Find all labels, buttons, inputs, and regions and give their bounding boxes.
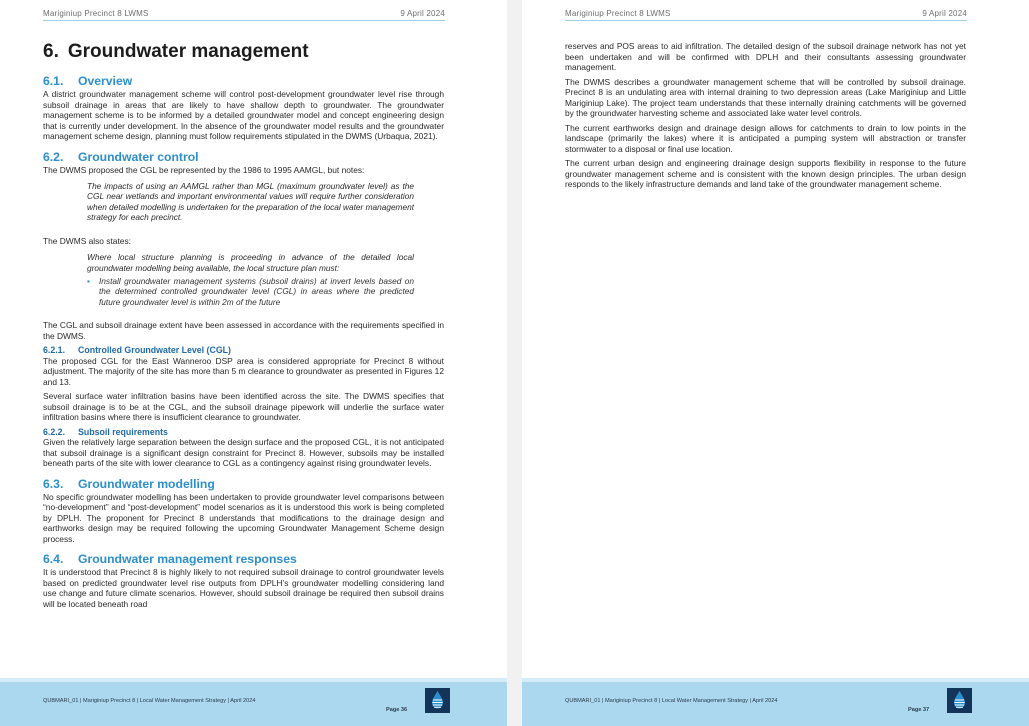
paragraph: The current earthworks design and drainage design allows for catchments to drain to low points in the landscape (primarily the lakes) where it is anticipated a pumping system will abstraction or transfer stormwater to a disposal or final use location. [565,122,966,154]
block-quote: Where local structure planning is proceeding in advance of the detailed local groundwater modelling being available, the local structure plan must: ▪ Install groundwater management systems (subsoil drains) at invert levels based on the determined controlled groundwater level (CGL) in areas where the predicted future groundwater level is within 2m of the future [87,252,414,307]
footer-text: QUBMARI_01 | Mariginiup Precinct 8 | Local Water Management Strategy | April 2024 [565,698,778,704]
paragraph: It is understood that Precinct 8 is highly likely to not required subsoil drainage to control groundwater levels based on predicted groundwater level rise outputs from DPLH’s groundwater modelling considering land use change and future climate scenarios. However, should subsoil drainage be required then subsoil drains will be located beneath road [43,567,444,609]
footer-text: QUBMARI_01 | Mariginiup Precinct 8 | Local Water Management Strategy | April 2024 [43,698,256,704]
list-item: ▪ Install groundwater management systems (subsoil drains) at invert levels based on the determined controlled groundwater level (CGL) in areas where the predicted future groundwater level is within 2m of the future [87,275,414,307]
page-37 [522,0,1029,726]
page-footer [0,682,507,726]
page-footer [522,682,1029,726]
paragraph: The DWMS also states: [43,235,131,246]
water-drop-logo-icon [425,688,450,713]
page-number: Page 36 [386,707,408,713]
paragraph: The DWMS proposed the CGL be represented by the 1986 to 1995 AAMGL, but notes: [43,164,365,175]
chapter-heading [43,41,444,63]
block-quote: The impacts of using an AAMGL rather than MGL (maximum groundwater level) as the CGL near wetlands and important environmental values will require further consideration when detailed modelling is undertaken for the preparation of the local water management strategy for each precinct. [87,181,415,223]
water-drop-logo-icon [947,688,972,713]
section-heading-management-responses: 6.4. Groundwater management responses [43,552,297,567]
subsection-heading-subsoil: 6.2.2. Subsoil requirements [43,426,168,437]
header-date: 9 April 2024 [922,9,967,18]
subsection-heading-cgl: 6.2.1. Controlled Groundwater Level (CGL) [43,345,231,356]
bullet-icon: ▪ [87,275,90,286]
section-heading-groundwater-control: 6.2. Groundwater control [43,149,199,164]
paragraph: reserves and POS areas to aid infiltration. The detailed design of the subsoil drainage network has not yet been undertaken and will be confirmed with DPLH and their consultants assessing groundwater management. [565,41,966,72]
page-36 [0,0,507,726]
footer-band [0,678,507,682]
chapter-title: Groundwater management [67,41,309,62]
header-date: 9 April 2024 [400,9,445,18]
footer-band [522,678,1029,682]
section-heading-overview: 6.1. Overview [43,74,133,88]
header-title: Mariginiup Precinct 8 LWMS [565,9,671,18]
quote-list [87,276,414,307]
paragraph: The CGL and subsoil drainage extent have been assessed in accordance with the requirements specified in the DWMS. [43,320,444,341]
paragraph: A district groundwater management scheme will control post-development groundwater level rise through subsoil drainage in areas that are likely to have shallow depth to groundwater. The groundwater management scheme is to be informed by a detailed groundwater model and concept engineering design that is currently under development. In the absence of the groundwater model results and the groundwater management scheme design, planning must follow requirements stipulated in the DWMS (Urbaqua, 2021). [43,89,444,141]
header-title: Mariginiup Precinct 8 LWMS [43,9,149,18]
page-header [43,9,445,21]
page-body [565,41,966,194]
page-number: Page 37 [908,707,930,713]
paragraph: The proposed CGL for the East Wanneroo DSP area is considered appropriate for Precinct 8 without adjustment. The majority of the site has more than 5 m clearance to groundwater as presented in Figures 12 and 13. [43,355,444,387]
section-heading-groundwater-modelling: 6.3. Groundwater modelling [43,476,215,491]
paragraph: The DWMS describes a groundwater management scheme that will be controlled by subsoil drainage. Precinct 8 is an undulating area with internal draining to two depression areas (Lake Mariginiup and Little Mariginiup Lake). The project team understands that these internally draining catchments will be governed by the groundwater harvesting scheme and associated lake water level controls. [565,76,966,118]
chapter-number: 6. [43,41,59,62]
paragraph: No specific groundwater modelling has been undertaken to provide groundwater level comparisons between “no-development” and “post-development” model scenarios as it is understood this work is being completed by DPLH. The proponent for Precinct 8 understands that modifications to the drainage design and earthworks design may be required following the upcoming Groundwater Management Scheme design process. [43,491,444,544]
paragraph: Given the relatively large separation between the design surface and the proposed CGL, it is not anticipated that subsoil drainage is a significant design constraint for Precinct 8. However, subsoils may be installed beneath parts of the site with lower clearance to CGL as a contingency against rising groundwater levels. [43,437,444,469]
paragraph: Several surface water infiltration basins have been identified across the site. The DWMS specifies that subsoil drainage is to be at the CGL, and the subsoil drainage pipework will underlie the surface water infiltration basins where there is insufficient clearance to groundwater. [43,391,444,423]
page-header [565,9,967,21]
page-body [43,40,444,613]
paragraph: The current urban design and engineering drainage design supports flexibility in response to the future groundwater management scheme and is consistent with the known design principles. The urban design responds to the likely infrastructure demands and land take of the groundwater management scheme. [565,158,966,189]
